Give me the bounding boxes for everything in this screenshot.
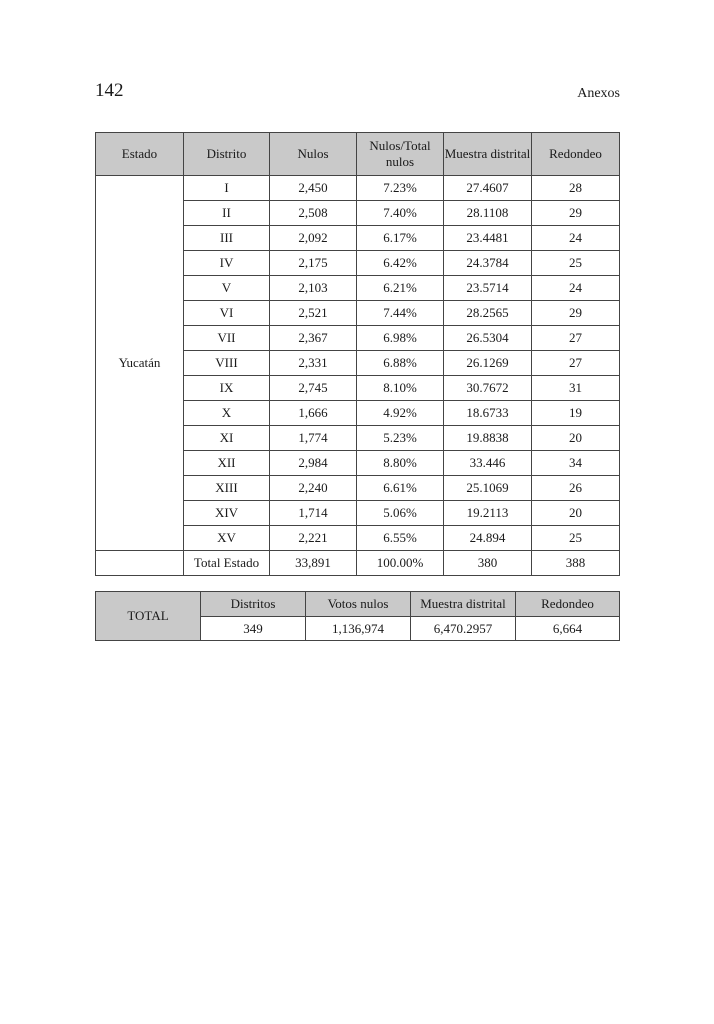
cell-muestra: 28.1108 xyxy=(444,201,532,226)
cell-distrito: IX xyxy=(184,376,270,401)
district-table xyxy=(95,132,620,576)
header-muestra: Muestra distrital xyxy=(444,133,532,176)
cell-distrito: III xyxy=(184,226,270,251)
header-nulos: Nulos xyxy=(270,133,357,176)
header-nulos-total: Nulos/Total nulos xyxy=(357,133,444,176)
cell-nulos-total: 6.98% xyxy=(357,326,444,351)
cell-distrito: XV xyxy=(184,526,270,551)
cell-nulos: 2,367 xyxy=(270,326,357,351)
cell-nulos: 1,774 xyxy=(270,426,357,451)
cell-nulos-total: 100.00% xyxy=(357,551,444,576)
cell-nulos-total: 7.23% xyxy=(357,176,444,201)
cell-muestra: 24.894 xyxy=(444,526,532,551)
cell-nulos: 33,891 xyxy=(270,551,357,576)
cell-muestra: 26.5304 xyxy=(444,326,532,351)
cell-nulos-total: 5.23% xyxy=(357,426,444,451)
header-distrito: Distrito xyxy=(184,133,270,176)
header-estado: Estado xyxy=(96,133,184,176)
cell-distrito: Total Estado xyxy=(184,551,270,576)
total-header-muestra: Muestra distrital xyxy=(411,592,516,617)
cell-distrito: V xyxy=(184,276,270,301)
cell-nulos-total: 5.06% xyxy=(357,501,444,526)
cell-distrito: VIII xyxy=(184,351,270,376)
table-header-row xyxy=(96,133,620,176)
cell-nulos-total: 6.42% xyxy=(357,251,444,276)
cell-nulos: 2,984 xyxy=(270,451,357,476)
cell-redondeo: 34 xyxy=(532,451,620,476)
cell-redondeo: 388 xyxy=(532,551,620,576)
cell-redondeo: 25 xyxy=(532,251,620,276)
cell-muestra: 19.8838 xyxy=(444,426,532,451)
table-row xyxy=(96,176,620,201)
total-distritos: 349 xyxy=(201,617,306,641)
cell-nulos-total: 6.88% xyxy=(357,351,444,376)
cell-distrito: IV xyxy=(184,251,270,276)
cell-nulos: 2,221 xyxy=(270,526,357,551)
cell-redondeo: 24 xyxy=(532,276,620,301)
cell-muestra: 27.4607 xyxy=(444,176,532,201)
running-head: Anexos xyxy=(577,86,620,101)
state-cell: Yucatán xyxy=(96,176,184,551)
cell-nulos: 2,450 xyxy=(270,176,357,201)
cell-redondeo: 25 xyxy=(532,526,620,551)
cell-distrito: XI xyxy=(184,426,270,451)
cell-redondeo: 28 xyxy=(532,176,620,201)
cell-redondeo: 29 xyxy=(532,201,620,226)
cell-nulos-total: 6.21% xyxy=(357,276,444,301)
cell-distrito: VII xyxy=(184,326,270,351)
total-header-distritos: Distritos xyxy=(201,592,306,617)
cell-nulos: 2,508 xyxy=(270,201,357,226)
state-blank-cell xyxy=(96,551,184,576)
cell-muestra: 30.7672 xyxy=(444,376,532,401)
cell-distrito: I xyxy=(184,176,270,201)
cell-nulos: 2,521 xyxy=(270,301,357,326)
cell-nulos-total: 6.61% xyxy=(357,476,444,501)
page-number: 142 xyxy=(95,80,124,101)
cell-nulos-total: 6.17% xyxy=(357,226,444,251)
cell-redondeo: 27 xyxy=(532,326,620,351)
cell-muestra: 24.3784 xyxy=(444,251,532,276)
cell-redondeo: 24 xyxy=(532,226,620,251)
cell-nulos-total: 4.92% xyxy=(357,401,444,426)
cell-distrito: XII xyxy=(184,451,270,476)
cell-redondeo: 29 xyxy=(532,301,620,326)
cell-muestra: 19.2113 xyxy=(444,501,532,526)
total-label: TOTAL xyxy=(96,592,201,641)
cell-muestra: 25.1069 xyxy=(444,476,532,501)
cell-redondeo: 19 xyxy=(532,401,620,426)
cell-muestra: 28.2565 xyxy=(444,301,532,326)
total-votos-nulos: 1,136,974 xyxy=(306,617,411,641)
cell-redondeo: 27 xyxy=(532,351,620,376)
total-header-row xyxy=(96,592,620,617)
cell-nulos: 1,666 xyxy=(270,401,357,426)
cell-muestra: 18.6733 xyxy=(444,401,532,426)
total-table xyxy=(95,591,620,641)
cell-muestra: 380 xyxy=(444,551,532,576)
cell-nulos-total: 7.44% xyxy=(357,301,444,326)
total-muestra: 6,470.2957 xyxy=(411,617,516,641)
cell-redondeo: 31 xyxy=(532,376,620,401)
cell-redondeo: 20 xyxy=(532,426,620,451)
cell-nulos-total: 8.80% xyxy=(357,451,444,476)
cell-distrito: VI xyxy=(184,301,270,326)
cell-distrito: XIII xyxy=(184,476,270,501)
cell-nulos: 2,092 xyxy=(270,226,357,251)
cell-redondeo: 26 xyxy=(532,476,620,501)
cell-nulos: 2,745 xyxy=(270,376,357,401)
cell-nulos-total: 7.40% xyxy=(357,201,444,226)
cell-nulos: 2,331 xyxy=(270,351,357,376)
cell-nulos: 2,175 xyxy=(270,251,357,276)
cell-nulos: 2,103 xyxy=(270,276,357,301)
cell-muestra: 23.5714 xyxy=(444,276,532,301)
cell-muestra: 23.4481 xyxy=(444,226,532,251)
total-header-votos-nulos: Votos nulos xyxy=(306,592,411,617)
cell-muestra: 33.446 xyxy=(444,451,532,476)
cell-redondeo: 20 xyxy=(532,501,620,526)
cell-nulos: 2,240 xyxy=(270,476,357,501)
total-redondeo: 6,664 xyxy=(516,617,620,641)
cell-distrito: X xyxy=(184,401,270,426)
table-row xyxy=(96,551,620,576)
cell-nulos: 1,714 xyxy=(270,501,357,526)
cell-distrito: II xyxy=(184,201,270,226)
cell-muestra: 26.1269 xyxy=(444,351,532,376)
header-redondeo: Redondeo xyxy=(532,133,620,176)
cell-nulos-total: 8.10% xyxy=(357,376,444,401)
cell-distrito: XIV xyxy=(184,501,270,526)
total-header-redondeo: Redondeo xyxy=(516,592,620,617)
cell-nulos-total: 6.55% xyxy=(357,526,444,551)
